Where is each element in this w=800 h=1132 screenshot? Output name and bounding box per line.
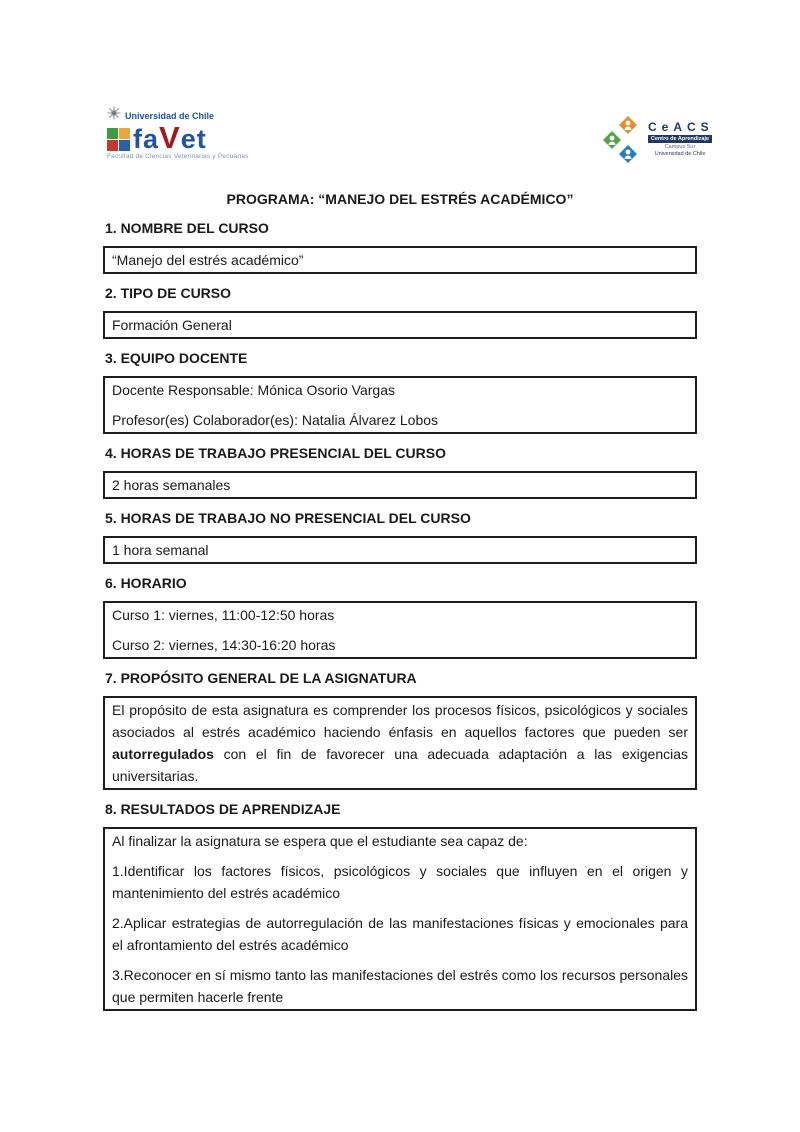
section-heading: 2. TIPO DE CURSO — [105, 285, 232, 301]
favet-university-label: Universidad de Chile — [125, 110, 215, 121]
ceacs-logo — [601, 114, 714, 171]
sections — [103, 221, 697, 1011]
section-box — [103, 601, 697, 659]
uchile-crest-icon — [107, 106, 121, 125]
section-heading: 3. EQUIPO DOCENTE — [105, 350, 248, 366]
box-paragraph: “Manejo del estrés académico” — [112, 252, 304, 268]
box-paragraph: 1 hora semanal — [112, 542, 209, 558]
box-paragraph: 3.Reconocer en sí mismo tanto las manifestaciones del estrés como los recursos personales que permiten hacerle frente — [112, 967, 688, 1005]
section-box — [103, 311, 697, 339]
box-paragraph: Formación General — [112, 317, 232, 333]
ceacs-acronym: CeACS — [648, 120, 714, 134]
section-heading: 5. HORAS DE TRABAJO NO PRESENCIAL DEL CURSO — [105, 510, 471, 526]
section-heading: 7. PROPÓSITO GENERAL DE LA ASIGNATURA — [105, 670, 417, 686]
box-paragraph: Docente Responsable: Mónica Osorio Vargas — [112, 382, 396, 398]
section-heading: 6. HORARIO — [105, 575, 187, 591]
ceacs-bar-label: Centro de Aprendizaje — [648, 135, 712, 143]
box-paragraph: 2 horas semanales — [112, 477, 231, 493]
section-heading: 1. NOMBRE DEL CURSO — [105, 220, 269, 236]
section-box — [103, 376, 697, 434]
section-box — [103, 471, 697, 499]
ceacs-university-label: Universidad de Chile — [654, 151, 706, 157]
section-box — [103, 827, 697, 1011]
ceacs-diamonds-icon — [601, 114, 643, 171]
box-paragraph: Curso 1: viernes, 11:00-12:50 horas — [112, 607, 335, 623]
favet-wordmark: faVet — [133, 120, 207, 155]
favet-logo — [107, 106, 249, 160]
box-paragraph: 2.Aplicar estrategias de autorregulación de las manifestaciones físicas y emocionales para el afrontamiento del estrés académico — [112, 915, 688, 953]
section-box — [103, 696, 697, 790]
box-paragraph: Profesor(es) Colaborador(es): Natalia Álvarez Lobos — [112, 412, 439, 428]
document-content — [103, 190, 697, 1023]
page-title: PROGRAMA: “MANEJO DEL ESTRÉS ACADÉMICO” — [226, 191, 574, 207]
box-paragraph: Curso 2: viernes, 14:30-16:20 horas — [112, 637, 336, 653]
ceacs-campus-label: Campus Sur — [664, 144, 696, 150]
section-heading: 8. RESULTADOS DE APRENDIZAJE — [105, 801, 341, 817]
section-heading: 4. HORAS DE TRABAJO PRESENCIAL DEL CURSO — [105, 445, 446, 461]
section-box — [103, 246, 697, 274]
favet-subtitle: Facultad de Ciencias Veterinarias y Pecuarias — [107, 153, 249, 160]
box-paragraph: 1.Identificar los factores físicos, psicológicos y sociales que influyen en el origen y mantenimiento del estrés académico — [112, 863, 688, 901]
favet-grid-icon — [107, 128, 130, 151]
box-paragraph: Al finalizar la asignatura se espera que el estudiante sea capaz de: — [112, 833, 528, 849]
box-paragraph: El propósito de esta asignatura es comprender los procesos físicos, psicológicos y sociales asociados al estrés académico haciendo énfasis en aquellos factores que pueden ser autorregulados con el fin de favorecer una adecuada adaptación a las exigencias universitarias. — [112, 702, 688, 784]
section-box — [103, 536, 697, 564]
